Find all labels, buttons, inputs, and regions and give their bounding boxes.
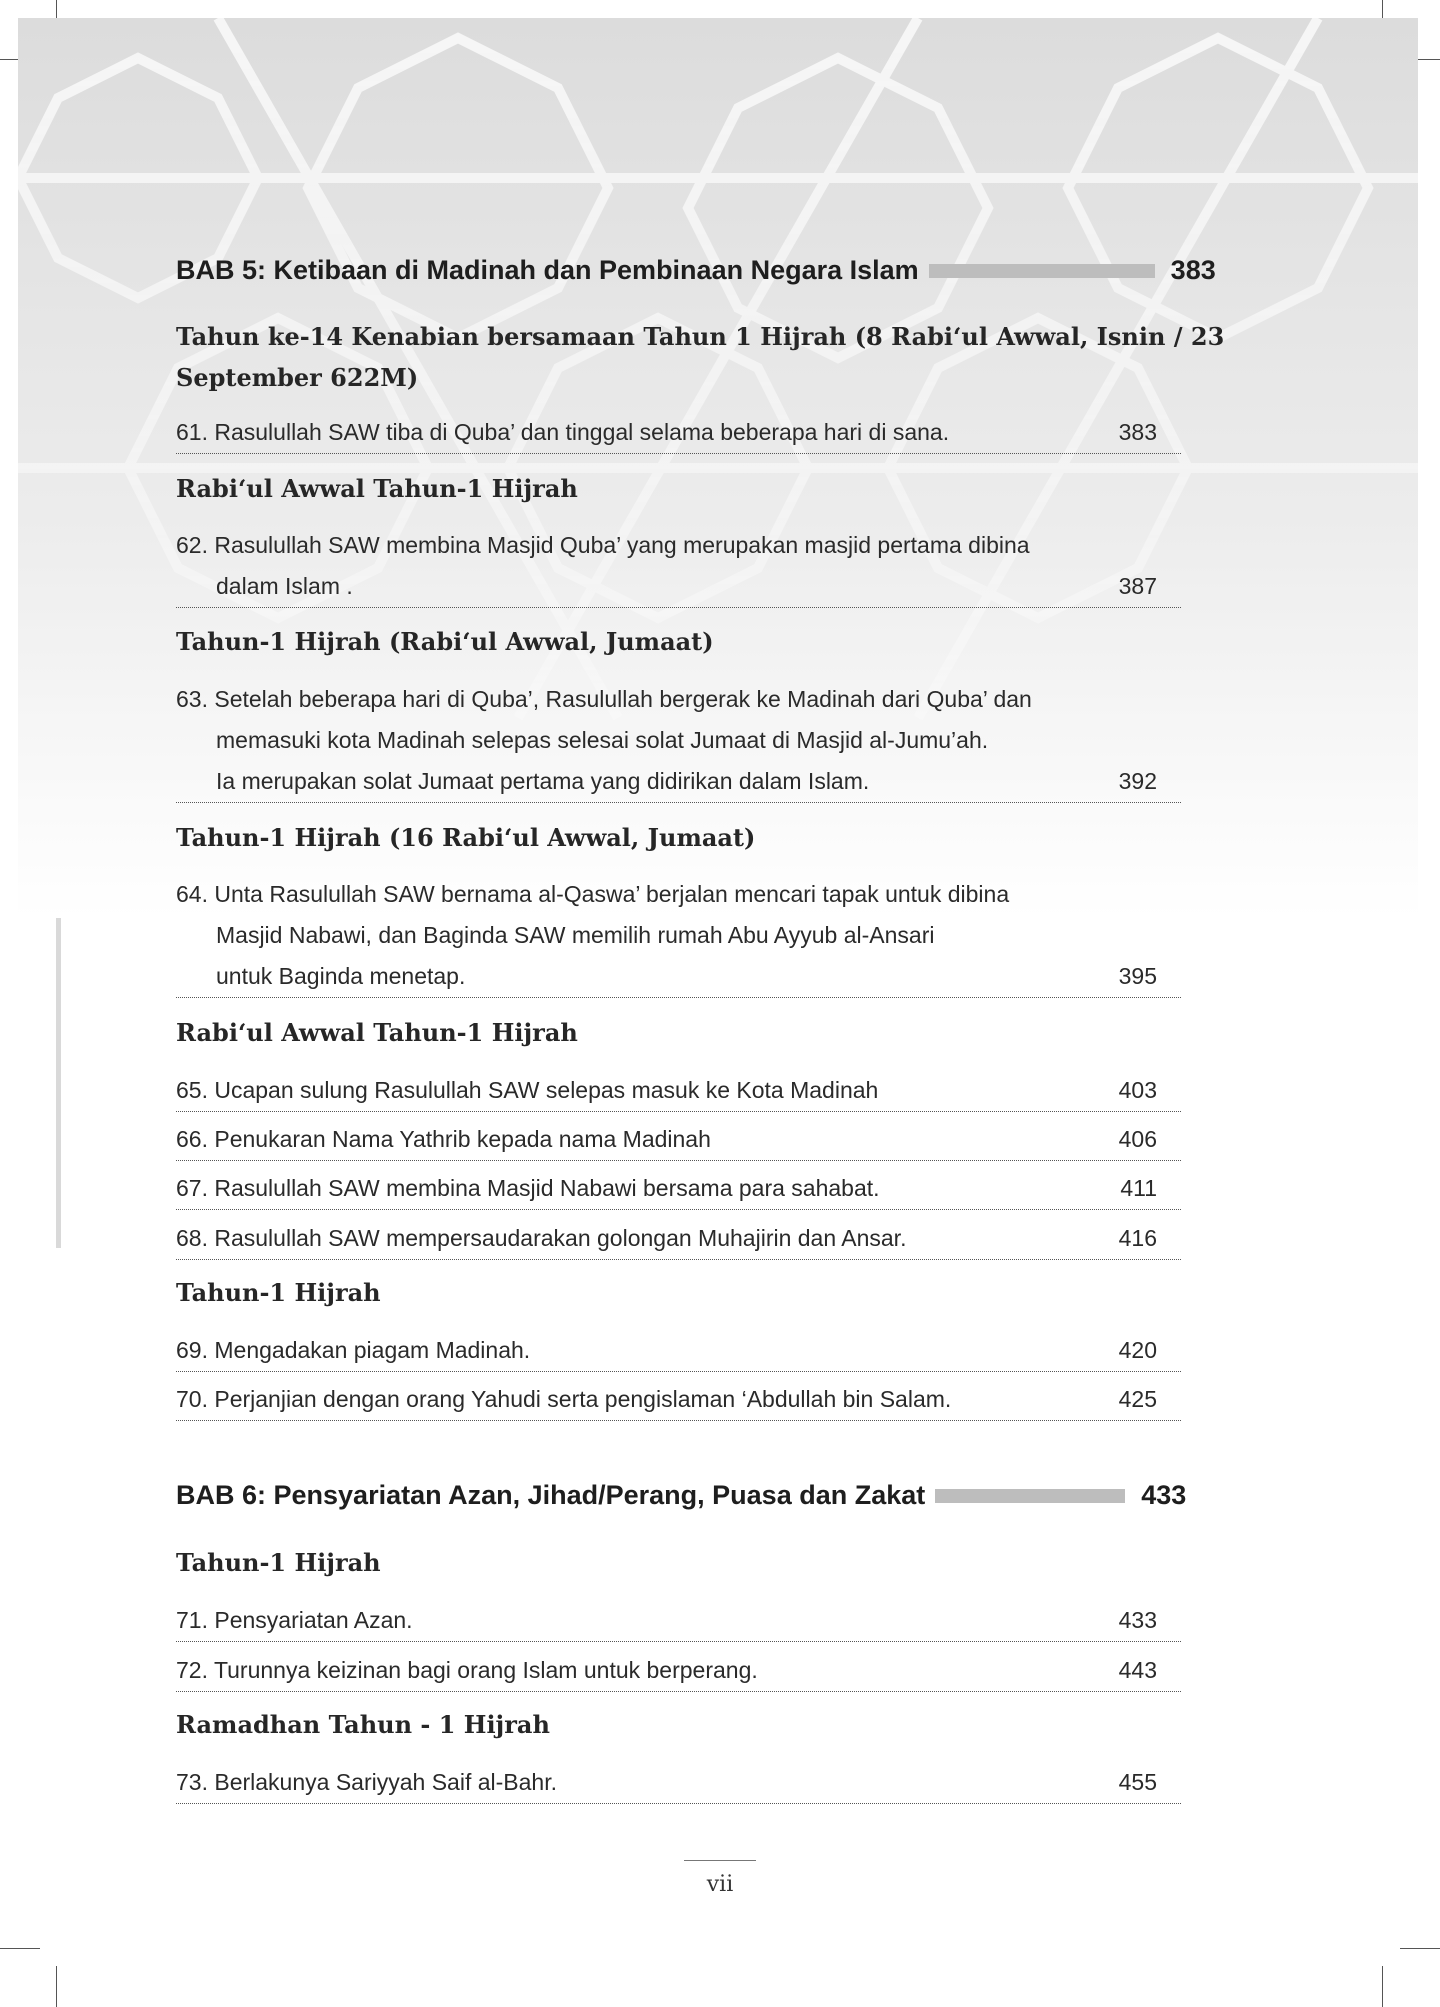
entry-page: 420: [1118, 1337, 1157, 1363]
chapter-title: BAB 6: Pensyariatan Azan, Jihad/Perang, Puasa dan Zakat: [176, 1480, 926, 1510]
page-number: vii: [706, 1872, 734, 1897]
entry-text: 71. Pensyariatan Azan.: [176, 1607, 413, 1633]
entry-page: 433: [1118, 1607, 1157, 1633]
crop-mark: [0, 1948, 40, 1949]
section-heading: [176, 316, 1224, 398]
chapter-heading: [176, 1480, 1186, 1511]
section-heading: [176, 1012, 578, 1053]
entry-text: Ia merupakan solat Jumaat pertama yang didirikan dalam Islam.: [216, 768, 870, 794]
toc-entry: [176, 874, 1181, 998]
section-title: Tahun-1 Hijrah (Rabi‘ul Awwal, Jumaat): [176, 627, 714, 656]
entry-page: 383: [1118, 419, 1157, 445]
toc-entry: [176, 1330, 1181, 1372]
chapter-heading: [176, 255, 1216, 286]
entry-page: 425: [1118, 1386, 1157, 1412]
chapter-page: 433: [1141, 1480, 1187, 1510]
entry-page: 387: [1118, 573, 1157, 599]
section-title: Ramadhan Tahun - 1 Hijrah: [176, 1710, 550, 1739]
section-title: Tahun-1 Hijrah: [176, 1278, 381, 1307]
entry-page: 411: [1120, 1175, 1157, 1201]
entry-page: 443: [1118, 1657, 1157, 1683]
entry-text: 63. Setelah beberapa hari di Quba’, Rasulullah bergerak ke Madinah dari Quba’ dan: [176, 686, 1032, 712]
section-title: Tahun-1 Hijrah: [176, 1548, 381, 1577]
crop-mark: [56, 1966, 57, 2007]
toc-entry: [176, 1168, 1181, 1210]
entry-text: 70. Perjanjian dengan orang Yahudi serta pengislaman ‘Abdullah bin Salam.: [176, 1386, 952, 1412]
entry-text: 69. Mengadakan piagam Madinah.: [176, 1337, 531, 1363]
entry-text: 62. Rasulullah SAW membina Masjid Quba’ yang merupakan masjid pertama dibina: [176, 532, 1030, 558]
section-title: Tahun ke-14 Kenabian bersamaan Tahun 1 Hijrah (8 Rabi‘ul Awwal, Isnin / 23: [176, 322, 1225, 351]
chapter-page: 383: [1170, 255, 1216, 285]
toc-entry: [176, 1379, 1181, 1421]
section-heading: [176, 1542, 381, 1583]
toc-entry: [176, 679, 1181, 803]
entry-text: memasuki kota Madinah selepas selesai solat Jumaat di Masjid al-Jumu’ah.: [216, 727, 989, 753]
entry-page: 406: [1118, 1126, 1157, 1152]
section-heading: [176, 468, 578, 509]
section-heading: [176, 1272, 381, 1313]
chapter-rule: [935, 1489, 1125, 1503]
toc-entry: [176, 525, 1181, 608]
entry-text: untuk Baginda menetap.: [216, 963, 466, 989]
toc-entry: [176, 412, 1181, 454]
section-title-cont: September 622M): [176, 363, 419, 392]
entry-page: 416: [1118, 1225, 1157, 1251]
entry-page: 403: [1118, 1077, 1157, 1103]
entry-page: 455: [1118, 1769, 1157, 1795]
entry-text: dalam Islam .: [216, 573, 353, 599]
section-heading: [176, 1704, 550, 1745]
entry-page: 395: [1118, 963, 1157, 989]
toc-entry: [176, 1218, 1181, 1260]
folio-rule: [684, 1860, 756, 1861]
chapter-title: BAB 5: Ketibaan di Madinah dan Pembinaan Negara Islam: [176, 255, 919, 285]
toc-entry: [176, 1762, 1181, 1804]
entry-text: Masjid Nabawi, dan Baginda SAW memilih rumah Abu Ayyub al-Ansari: [216, 922, 935, 948]
toc-entry: [176, 1650, 1181, 1692]
entry-text: 73. Berlakunya Sariyyah Saif al-Bahr.: [176, 1769, 557, 1795]
section-title: Rabi‘ul Awwal Tahun-1 Hijrah: [176, 474, 578, 503]
section-heading: [176, 621, 714, 662]
entry-text: 68. Rasulullah SAW mempersaudarakan golongan Muhajirin dan Ansar.: [176, 1225, 907, 1251]
toc-entry: [176, 1070, 1181, 1112]
entry-text: 64. Unta Rasulullah SAW bernama al-Qaswa’ berjalan mencari tapak untuk dibina: [176, 881, 1010, 907]
toc-entry: [176, 1119, 1181, 1161]
section-title: Rabi‘ul Awwal Tahun-1 Hijrah: [176, 1018, 578, 1047]
entry-text: 61. Rasulullah SAW tiba di Quba’ dan tinggal selama beberapa hari di sana.: [176, 419, 950, 445]
entry-page: 392: [1118, 768, 1157, 794]
chapter-rule: [929, 264, 1155, 278]
entry-text: 72. Turunnya keizinan bagi orang Islam untuk berperang.: [176, 1657, 758, 1683]
section-title: Tahun-1 Hijrah (16 Rabi‘ul Awwal, Jumaat): [176, 823, 756, 852]
crop-mark: [1400, 1948, 1440, 1949]
entry-text: 67. Rasulullah SAW membina Masjid Nabawi bersama para sahabat.: [176, 1175, 880, 1201]
toc-entry: [176, 1600, 1181, 1642]
entry-text: 66. Penukaran Nama Yathrib kepada nama Madinah: [176, 1126, 711, 1152]
entry-text: 65. Ucapan sulung Rasulullah SAW selepas masuk ke Kota Madinah: [176, 1077, 879, 1103]
section-heading: [176, 817, 755, 858]
crop-mark: [1382, 1966, 1383, 2007]
